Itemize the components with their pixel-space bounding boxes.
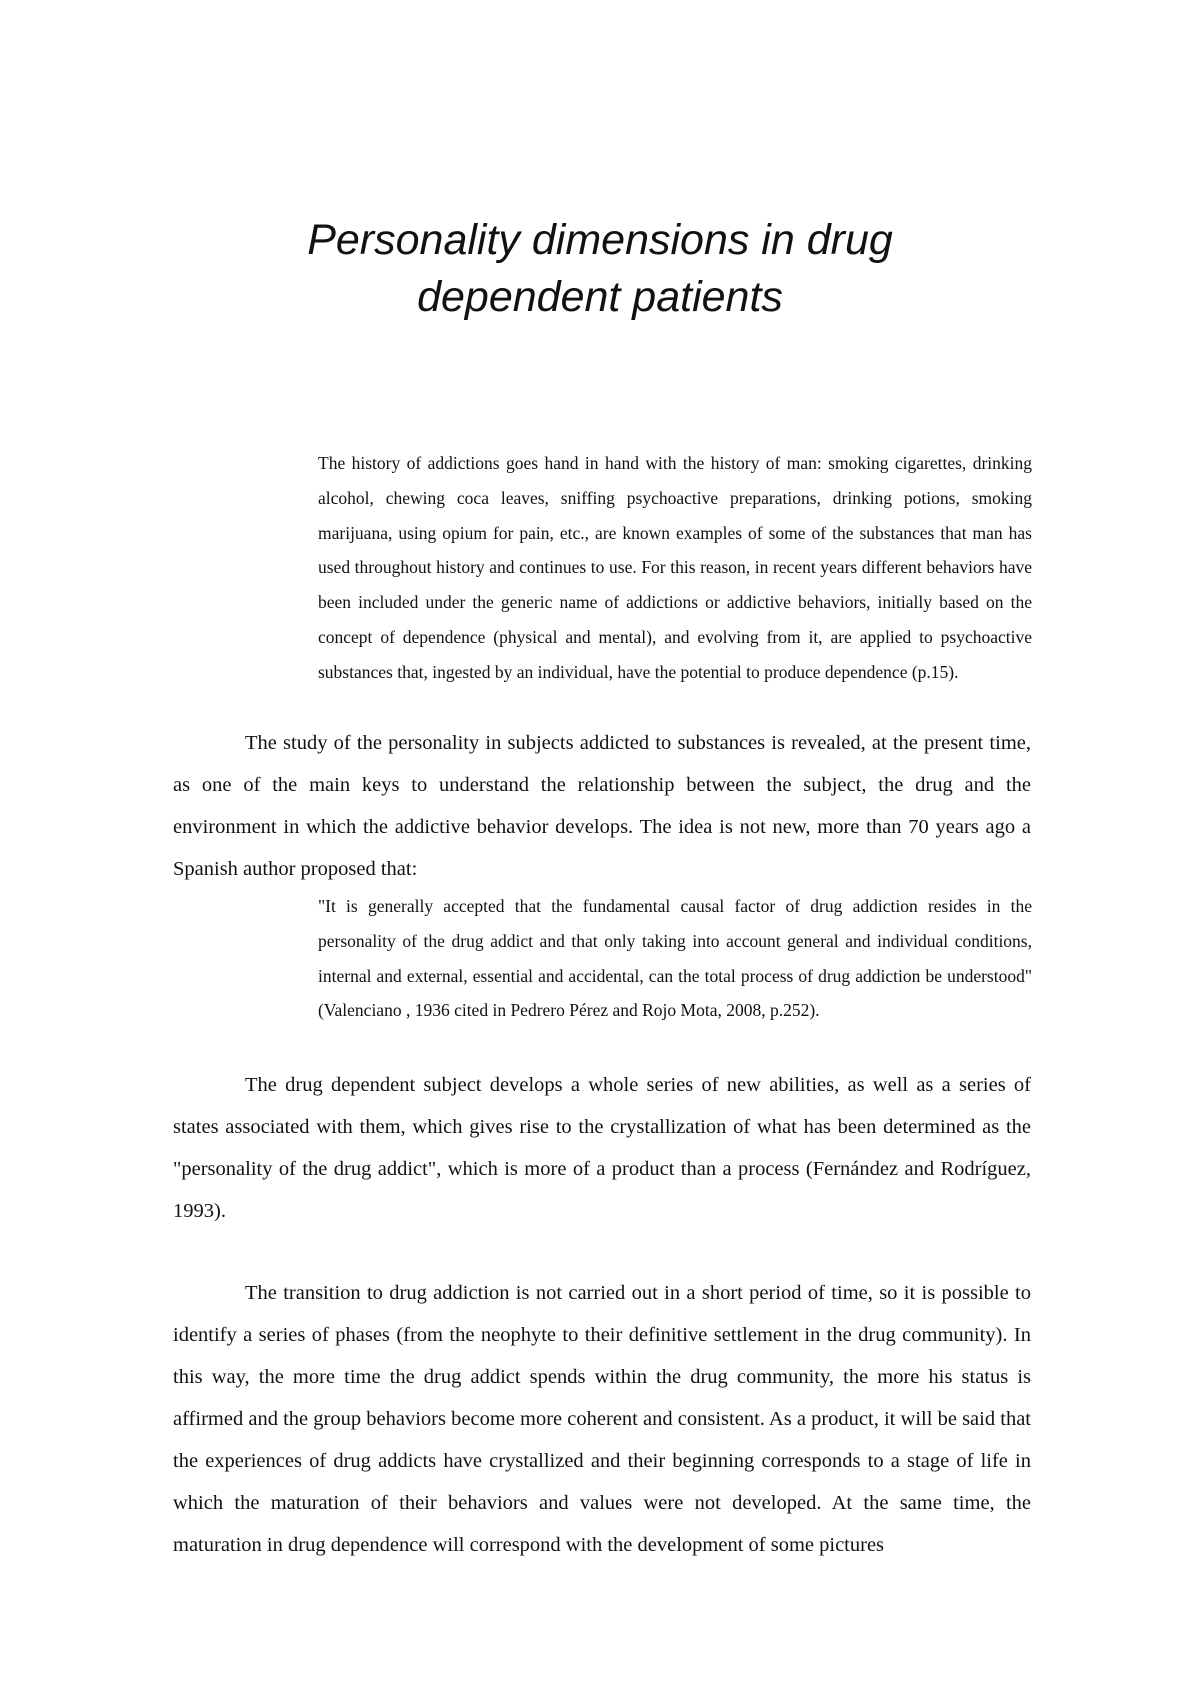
paragraph-3: The transition to drug addiction is not carried out in a short period of time, so it is possible to identify a series of phases (from the neophyte to their definitive settlement in the drug community). In this way, the more time the drug addict spends within the drug community, the more his status is affirmed and the group behaviors become more coherent and consistent. As a product, it will be said that the experiences of drug addicts have crystallized and their beginning corresponds to a stage of life in which the maturation of their behaviors and values were not developed. At the same time, the maturation in drug dependence will correspond with the development of some pictures <box>173 1282 1031 1556</box>
paragraph-1: The study of the personality in subjects addicted to substances is revealed, at the present time, as one of the main keys to understand the relationship between the subject, the drug and the environment in which the addictive behavior develops. The idea is not new, more than 70 years ago a Spanish author proposed that: <box>173 732 1031 880</box>
paragraph-2: The drug dependent subject develops a whole series of new abilities, as well as a series of states associated with them, which gives rise to the crystallization of what has been determined as the "personality of the drug addict", which is more of a product than a process (Fernández and Rodríguez, 1993). <box>173 1074 1031 1222</box>
block-quote-1: The history of addictions goes hand in hand with the history of man: smoking cigarettes, drinking alcohol, chewing coca leaves, sniffing psychoactive preparations, drinking potions, smoking marijuana, using opium for pain, etc., are known examples of some of the substances that man has used throughout history and continues to use. For this reason, in recent years different behaviors have been included under the generic name of addictions or addictive behaviors, initially based on the concept of dependence (physical and mental), and evolving from it, are applied to psychoactive substances that, ingested by an individual, have the potential to produce dependence (p.15). <box>318 453 1032 682</box>
block-quote-2: "It is generally accepted that the fundamental causal factor of drug addiction resides in the personality of the drug addict and that only taking into account general and individual conditions, internal and external, essential and accidental, can the total process of drug addiction be understood" (Valenciano , 1936 cited in Pedrero Pérez and Rojo Mota, 2008, p.252). <box>318 896 1032 1021</box>
title-line-2: dependent patients <box>417 273 783 321</box>
document-title <box>200 212 1000 326</box>
title-line-1: Personality dimensions in drug <box>307 216 893 264</box>
